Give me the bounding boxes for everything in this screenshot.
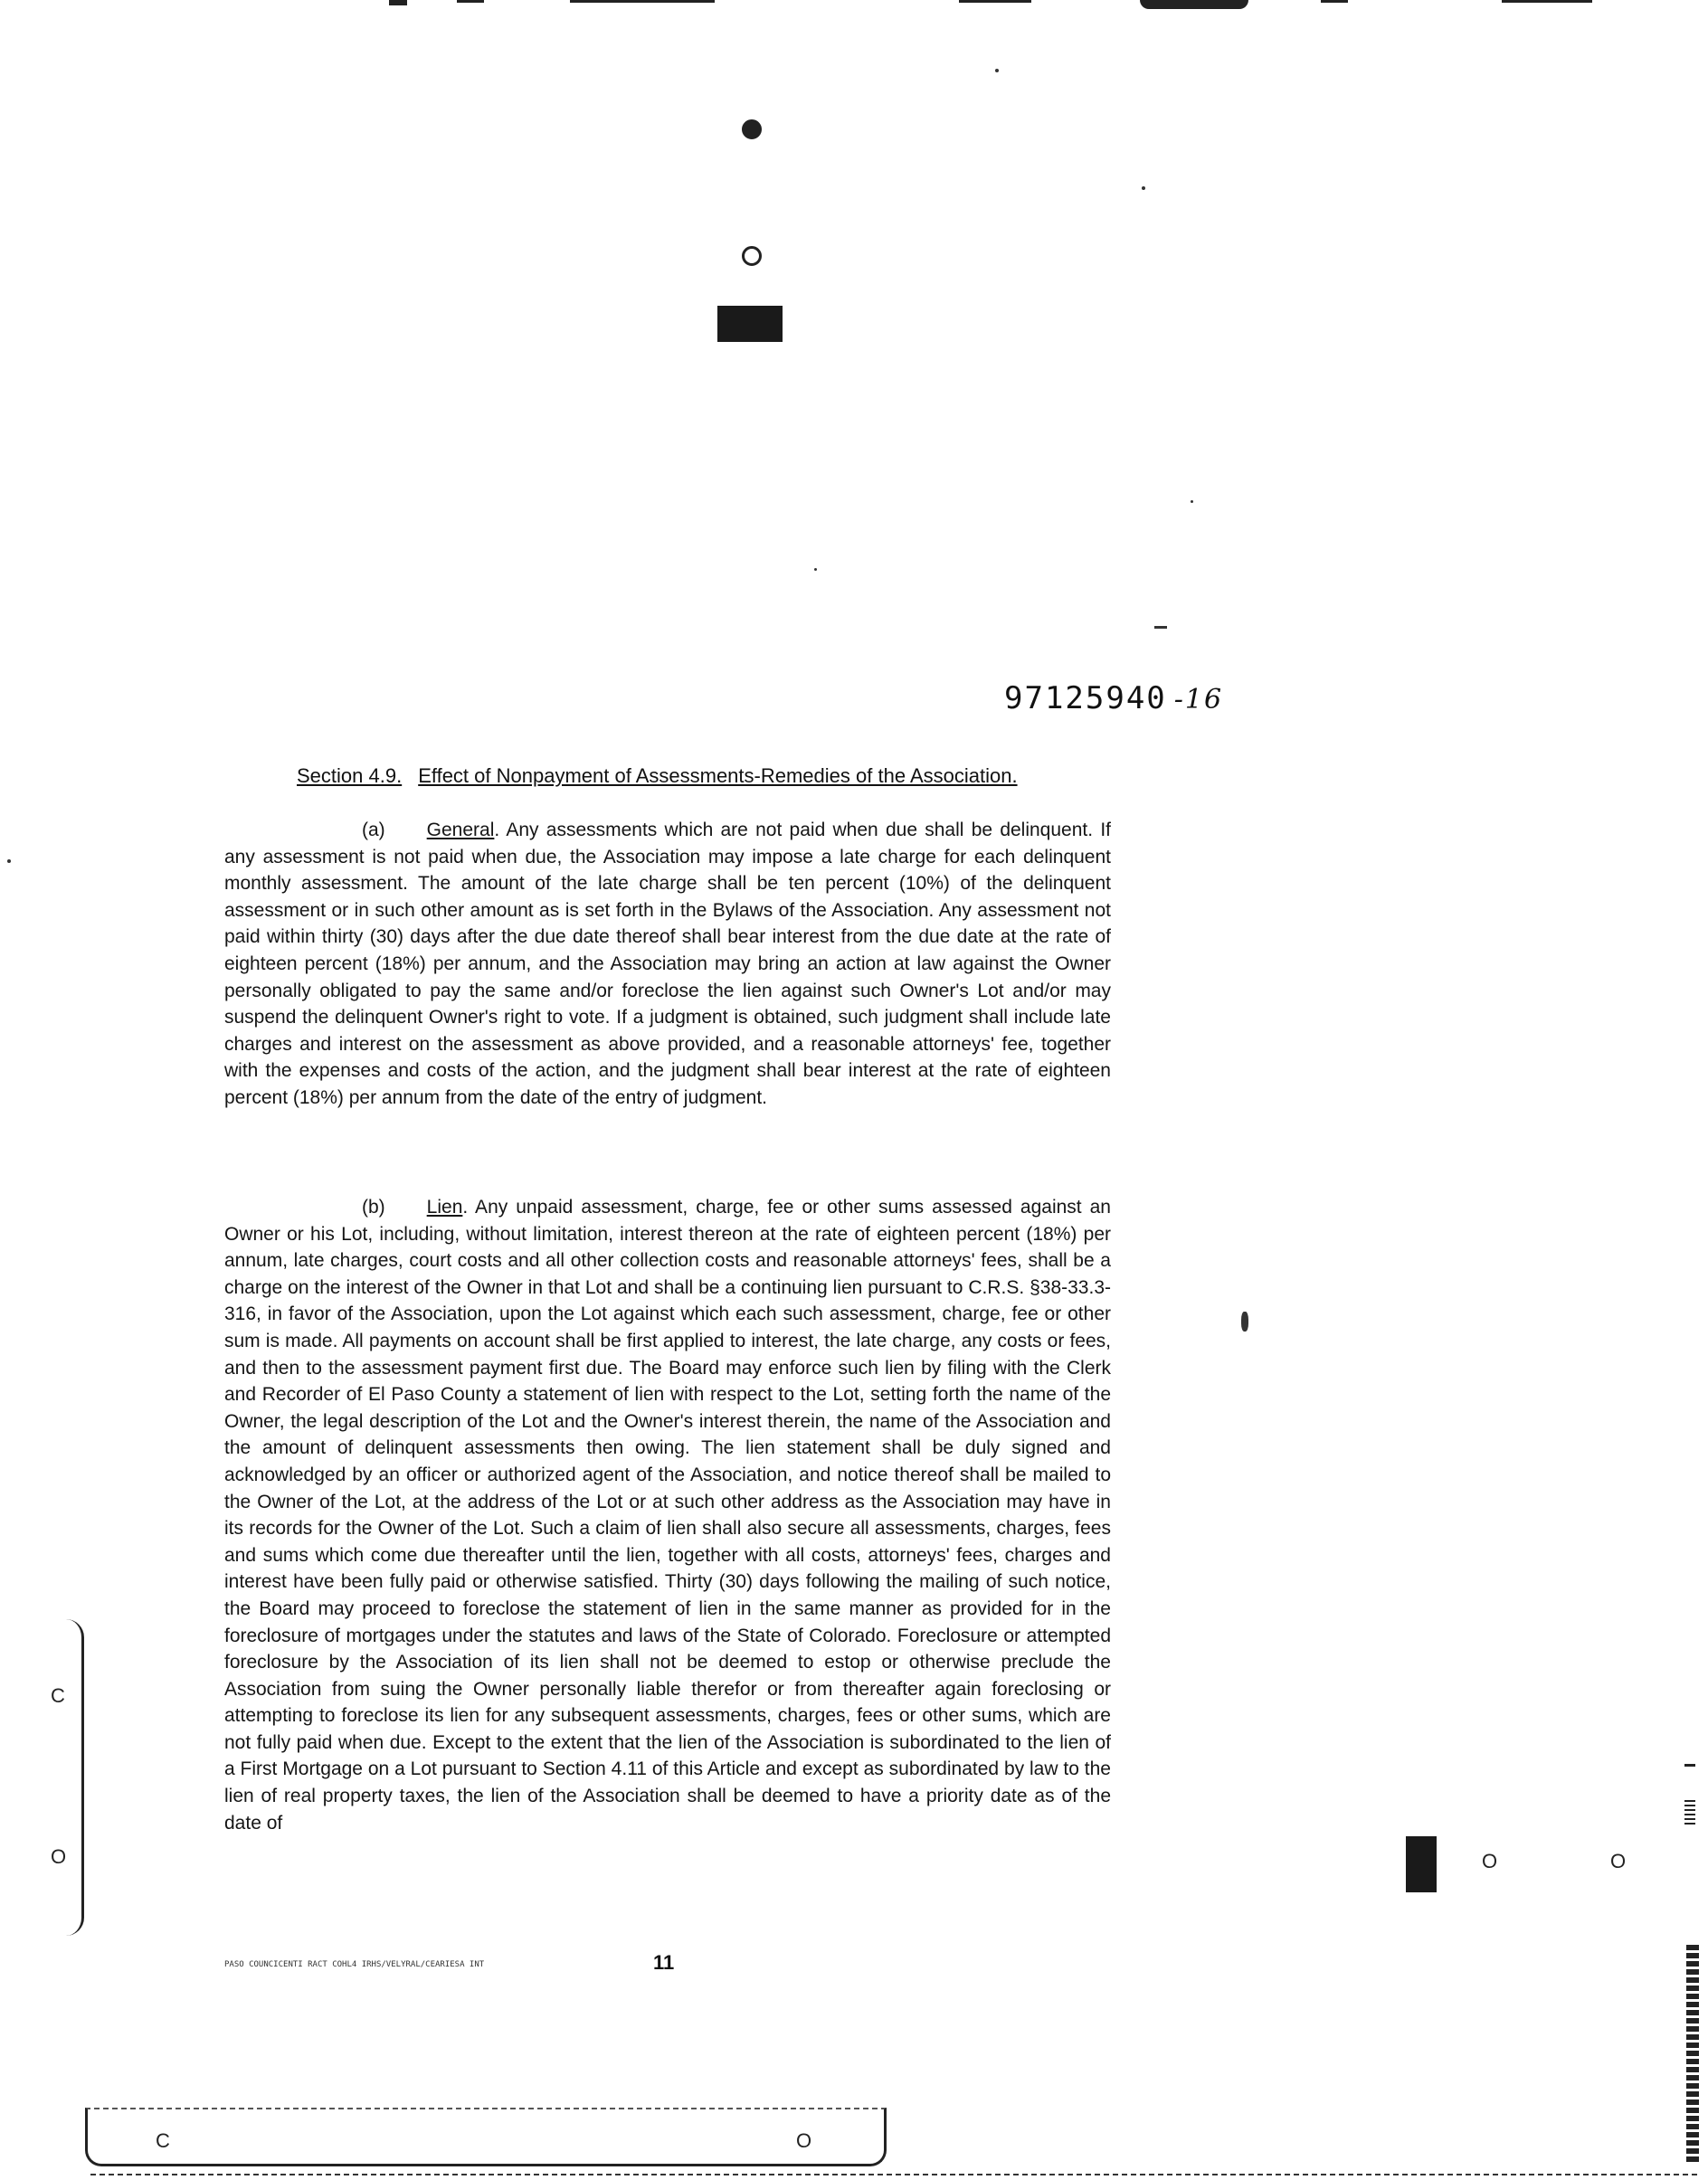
redaction-block [717, 306, 783, 342]
right-margin-mark-1: O [1482, 1850, 1498, 1872]
punch-hole-icon [742, 246, 762, 266]
scan-edge-mark [457, 0, 484, 3]
scan-edge-mark [1502, 0, 1592, 3]
scan-edge-mark [1684, 1764, 1695, 1767]
paragraph-a [224, 817, 1111, 1112]
scan-edge-mark [959, 0, 1031, 3]
page-number: 11 [653, 1951, 675, 1974]
document-number [1004, 680, 1223, 716]
right-margin-mark-2: O [1610, 1850, 1627, 1872]
scan-edge-mark [1684, 1800, 1695, 1827]
left-bracket-mark [56, 1619, 84, 1936]
bottom-margin-mark-1: C [156, 2129, 170, 2152]
handwritten-suffix: -16 [1173, 684, 1224, 716]
paragraph-b-label: (b) [362, 1197, 385, 1218]
scan-edge-mark [90, 2174, 1701, 2175]
document-number-text: 97125940 [1004, 680, 1167, 716]
paragraph-b-text: . Any unpaid assessment, charge, fee or other sums assessed against an Owner or his Lot, including, without limitation, interest thereon at the rate of eighteen percent (18%) per annum, late charges, court costs and all other collection costs and reasonable attorneys' fees, shall be a charge on the interest of the Owner in that Lot and shall be a continuing lien pursuant to C.R.S. §38-33.3-316, in favor of the Association, upon the Lot against which each such assessment, charge, fee or other sum is made. All payments on account shall be first applied to interest, the late charge, any costs or fees, and then to the assessment payment first due. The Board may enforce such lien by filing with the Clerk and Recorder of El Paso County a statement of lien with respect to the Lot, setting forth the name of the Owner, the legal description of the Lot and the Owner's interest therein, the name of the Association and the amount of delinquent assessments then owing. The lien statement shall be duly signed and acknowledged by an officer or authorized agent of the Association, and notice thereof shall be mailed to the Owner of the Lot, at the address of the Lot or at such other address as the Association may have in its records for the Owner of the Lot. Such a claim of lien shall also secure all assessments, charges, fees and sums which come due thereafter until the lien, together with all costs, attorneys' fees, charges and interest have been fully paid or otherwise satisfied. Thirty (30) days following the mailing of such notice, the Board may proceed to foreclose the statement of lien in the same manner as provided for in the foreclosure of mortgages under the statutes and laws of the State of Colorado. Foreclosure or attempted foreclosure by the Association of its lien shall not be deemed to estop or otherwise preclude the Association from suing the Owner personally liable therefor or from thereafter again foreclosing or attempting to foreclose its lien for any subsequent assessments, charges, fees or other sums, which are not fully paid when due. Except to the extent that the lien of the Association is subordinated to the lien of a First Mortgage on a Lot pursuant to Section 4.11 of this Article and except as subordinated by law to the lien of real property taxes, the lien of the Association shall be deemed to have a priority date as of the date of [224, 1197, 1111, 1834]
scan-speck [1142, 186, 1145, 190]
scan-speck [1154, 626, 1167, 629]
scan-edge-mark [1686, 1945, 1699, 2162]
scan-speck [7, 859, 11, 863]
section-label: Section 4.9. [297, 764, 403, 787]
scan-speck [1191, 500, 1193, 503]
paragraph-b-lead [362, 1194, 462, 1221]
scan-speck [814, 568, 817, 571]
scan-edge-mark [570, 0, 715, 3]
scan-edge-mark [1321, 0, 1348, 3]
left-margin-mark-1: C [51, 1684, 65, 1707]
paragraph-b-caption: Lien [426, 1197, 463, 1218]
left-margin-mark-2: O [51, 1845, 67, 1868]
bottom-bracket-mark [85, 2108, 887, 2166]
punch-hole-icon [742, 119, 762, 139]
bottom-margin-mark-2: O [796, 2129, 812, 2152]
paragraph-a-label: (a) [362, 820, 385, 840]
footer-file-path: PASO COUNCICENTI RACT COHL4 IRHS/VELYRAL/CEARIESA INT [224, 1960, 485, 1969]
paragraph-a-text: . Any assessments which are not paid when due shall be delinquent. If any assessment is not paid when due, the Association may impose a late charge for each delinquent monthly assessment. The amount of the late charge shall be ten percent (10%) of the delinquent assessment or in such other amount as is set forth in the Bylaws of the Association. Any assessment not paid within thirty (30) days after the due date thereof shall bear interest from the due date at the rate of eighteen percent (18%) per annum, and the Association may bring an action at law against the Owner personally obligated to pay the same and/or foreclose the lien against such Owner's Lot and/or may suspend the delinquent Owner's right to vote. If a judgment is obtained, such judgment shall include late charges and interest on the assessment as above provided, and a reasonable attorneys' fee, together with the expenses and costs of the action, and the judgment shall bear interest at the rate of eighteen percent (18%) per annum from the date of the entry of judgment. [224, 820, 1111, 1108]
paragraph-a-lead [362, 817, 494, 844]
scan-speck [995, 69, 999, 72]
redaction-block [1406, 1836, 1437, 1892]
scan-edge-mark [389, 0, 407, 5]
section-heading [297, 764, 1018, 788]
scan-edge-mark [1140, 0, 1248, 9]
paragraph-b [224, 1194, 1111, 1918]
scan-speck [1241, 1312, 1248, 1332]
paragraph-a-caption: General [426, 820, 495, 840]
section-title: Effect of Nonpayment of Assessments-Remedies of the Association. [418, 764, 1018, 787]
